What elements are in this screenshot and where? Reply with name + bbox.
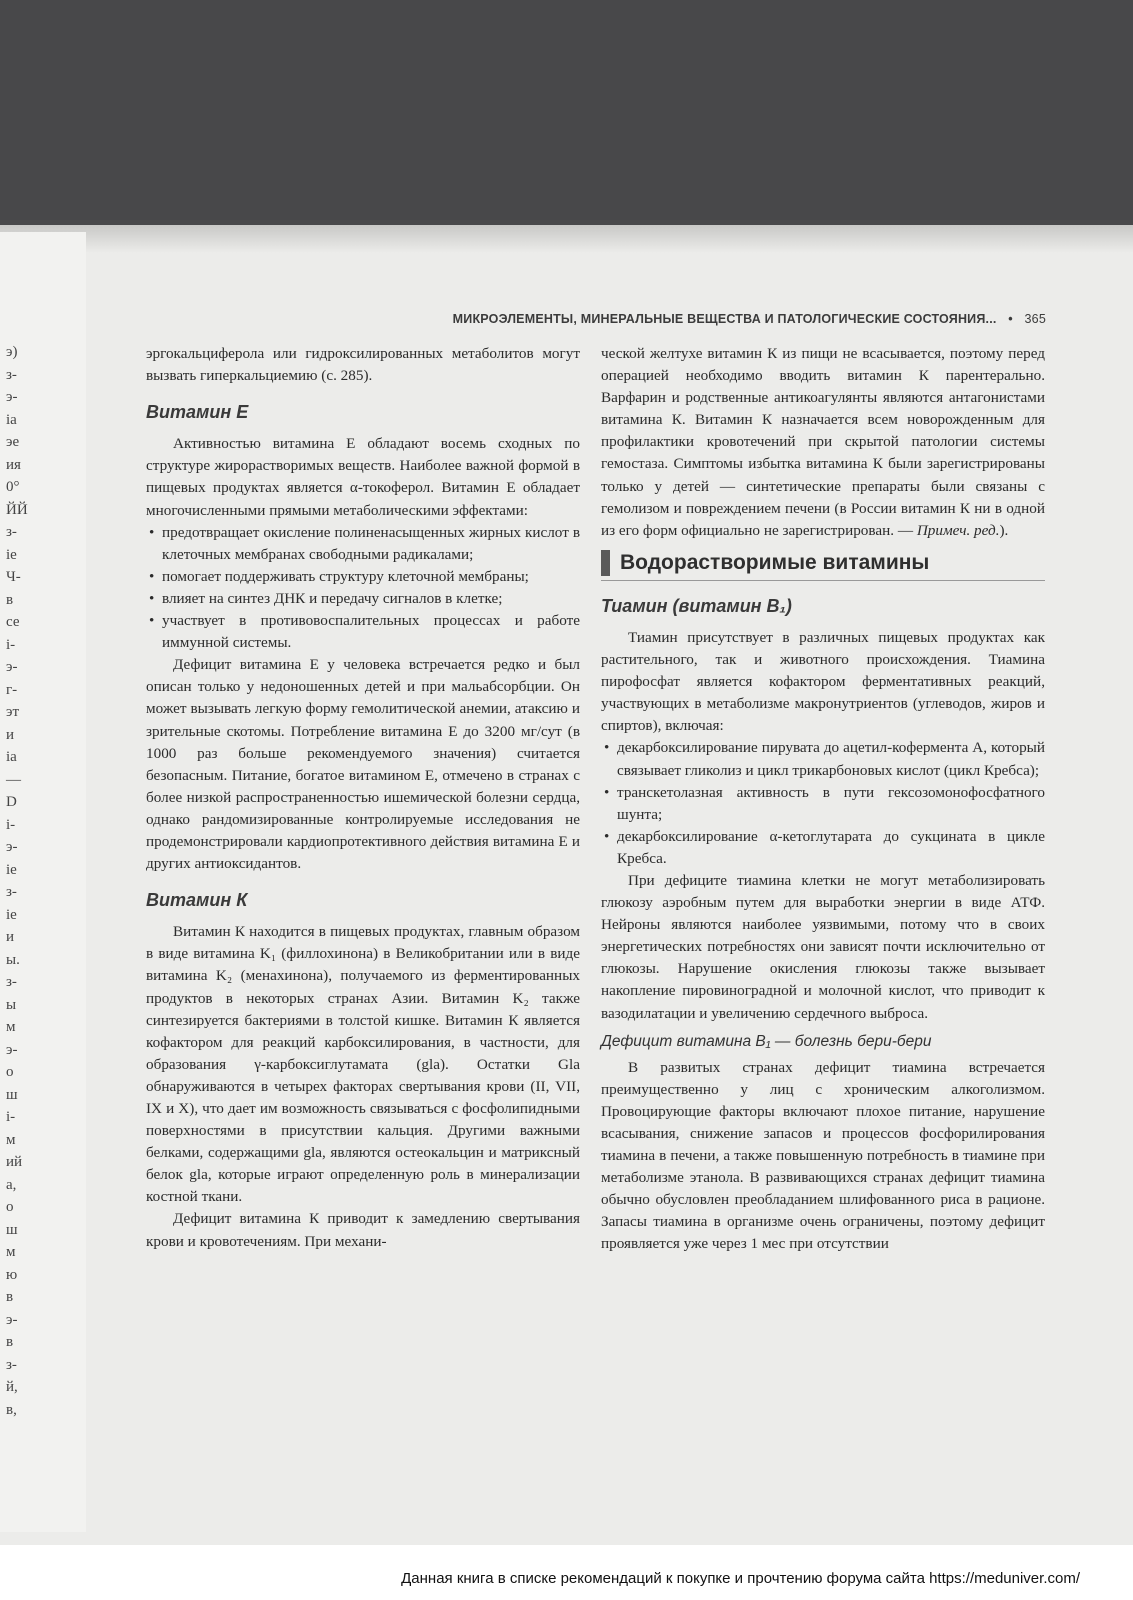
list-item: • помогает поддерживать структуру клеточной мембраны; — [146, 566, 580, 588]
edge-text-fragment: в — [6, 1289, 14, 1305]
list-item: • транскетолазная активность в пути гексозомонофосфатного шунта; — [601, 782, 1045, 826]
edge-text-fragment: э- — [6, 1311, 18, 1328]
edge-text-fragment: — — [6, 771, 21, 788]
list-item: • влияет на синтез ДНК и передачу сигналов в клетке; — [146, 588, 580, 610]
vitamin-e-paragraph-2: Дефицит витамина Е у человека встречается редко и был описан только у недоношенных детей и при мальабсорбции. Он может вызывать легкую форму гемолитической анемии, атаксию и зрительные скотомы. Потребление витамина Е до 3200 мг/сут (в 1000 раз больше рекомендуемого значения) считается безопасным. Питание, богатое витамином Е, отмечено в странах с более низкой распространенностью ишемической болезни сердца, однако рандомизированные контролируемые исследования не продемонстрировали кардиопротективного действия витамина Е и других антиоксидантов. — [146, 656, 580, 873]
vitamin-k-paragraph-1: Витамин К находится в пищевых продуктах, главным образом в виде витамина K₁ (филлохинона) в Великобритании или в виде витамина K₂ (менахинона), получаемого из ферментированных продуктов в некоторых странах Азии. Витамин K₂ также синтезируется бактериями в толстой кишке. Витамин К является кофактором для реакций карбоксилирования, в частности, для образования γ-карбоксиглутамата (gla). Остатки Gla обнаруживаются в четырех факторах свертывания крови (II, VII, IX и X), что дает им возможность связываться с фосфолипидными поверхностями в присутствии кальция. Другими важными белками, содержащими gla, являются остеокальцин и матриксный белок gla, которые играют определенную роль в минерализации костной ткани. — [146, 923, 580, 1206]
edge-text-fragment: ia — [6, 749, 17, 765]
edge-text-fragment: и — [6, 726, 15, 743]
edge-text-fragment: се — [6, 614, 20, 630]
edge-text-fragment: а, — [6, 1176, 17, 1193]
running-head — [340, 312, 1046, 326]
edge-text-fragment: в, — [6, 1401, 17, 1418]
edge-text-fragment: ie — [6, 861, 17, 878]
edge-text-fragment: ie — [6, 546, 17, 563]
edge-text-fragment: i- — [6, 816, 16, 833]
edge-text-fragment: о — [6, 1199, 14, 1215]
edge-text-fragment: в — [6, 1334, 14, 1350]
left-column — [146, 343, 580, 1253]
edge-text-fragment: эе — [6, 434, 20, 450]
thiamine-paragraph-2: При дефиците тиамина клетки не могут метаболизировать глюкозу аэробным путем для выработки энергии в виде АТФ. Нейроны являются наиболее уязвимыми, потому что в своих энергетических потребностях они зависят почти исключительно от глюкозы. Нарушение окисления глюкозы также вызывает накопление пировиноградной и молочной кислот, что приводит к вазодилатации и увеличению сердечного выброса. — [601, 871, 1045, 1022]
edge-text-fragment: ы — [6, 996, 17, 1013]
page-number: 365 — [1024, 312, 1046, 326]
edge-text-fragment: ш — [6, 1221, 18, 1238]
edge-text-fragment: ш — [6, 1086, 18, 1103]
intro-paragraph: эргокальциферола или гидроксилированных метаболитов могут вызвать гиперкальциемию (с. 285). — [146, 345, 580, 385]
list-item: • декарбоксилирование пирувата до ацетил-кофермента А, который связывает гликолиз и цикл трикарбоновых кислот (цикл Кребса); — [601, 737, 1045, 781]
edge-text-fragment: г- — [6, 681, 18, 698]
vitamin-k-heading: Витамин К — [146, 890, 248, 911]
right-column — [601, 343, 1045, 1256]
edge-text-fragment: э) — [6, 344, 18, 360]
edge-text-fragment: о — [6, 1064, 14, 1080]
list-item: • предотвращает окисление полиненасыщенных жирных кислот в клеточных мембранах свободными радикалами; — [146, 522, 580, 566]
continuation-end: ). — [999, 521, 1009, 539]
edge-text-fragment: э- — [6, 1041, 18, 1058]
edge-text-fragment: й, — [6, 1379, 18, 1395]
thiamine-paragraph-3: В развитых странах дефицит тиамина встречается преимущественно у лиц с хроническим алкоголизмом. Провоцирующие факторы включают плохое питание, нарушение всасывания, снижение запасов и процессов фосфорилирования тиамина в печени, а также повышенную потребность в тиамине при метаболизме этанола. В развивающихся странах дефицит тиамина обычно обусловлен преобладанием шлифованного риса в рационе. Запасы тиамина в организме очень ограничены, поэтому дефицит проявляется уже через 1 мес при отсутствии — [601, 1058, 1045, 1253]
section-heading — [601, 550, 1045, 581]
edge-text-fragment: ий — [6, 1154, 23, 1170]
edge-text-fragment: з- — [6, 524, 17, 540]
section-title-text: Водорастворимые витамины — [620, 550, 930, 574]
edge-text-fragment: м — [6, 1019, 16, 1035]
edge-text-fragment: 0° — [6, 479, 20, 495]
edge-text-fragment: ю — [6, 1266, 18, 1283]
edge-text-fragment: э- — [6, 389, 18, 405]
beriberi-subheading: Дефицит витамина B₁ — болезнь бери-бери — [601, 1032, 932, 1050]
continuation-text: ческой желтухе витамин К из пищи не всасывается, поэтому перед операцией необходимо вводить витамин К парентерально. Варфарин и родственные антикоагулянты являются антагонистами витамина К. Витамин К назначается всем новорожденным для профилактики кровотечений при скрытой патологии системы гемостаза. Симптомы избытка витамина К были зарегистрированы только у детей — синтетические препараты были связаны с гемолизом и повреждением печени (в России витамин К ни в одной из его форм официально не зарегистрирован. — — [601, 345, 1045, 539]
edge-text-fragment: з- — [6, 1356, 17, 1373]
footer-link-note[interactable]: Данная книга в списке рекомендаций к покупке и прочтению форума сайта https://meduniver.com/ — [401, 1570, 1080, 1587]
list-item: • декарбоксилирование α-кетоглутарата до сукцината в цикле Кребса. — [601, 826, 1045, 870]
edge-text-fragment: э- — [6, 839, 18, 855]
running-head-bullet: • — [1008, 312, 1013, 326]
vitamin-e-heading: Витамин Е — [146, 402, 249, 423]
edge-text-fragment: в — [6, 591, 14, 608]
vitamin-e-effects-list — [146, 522, 580, 655]
edge-text-fragment: м — [6, 1244, 16, 1260]
list-item: • участвует в противовоспалительных процессах и работе иммунной системы. — [146, 610, 580, 654]
edge-text-fragment: з- — [6, 884, 17, 900]
edge-text-fragment: м — [6, 1131, 16, 1148]
edge-text-fragment: D — [6, 794, 17, 810]
edge-text-fragment: ie — [6, 906, 17, 923]
vitamin-k-continuation — [601, 343, 1045, 542]
vitamin-k-paragraph-2: Дефицит витамина К приводит к замедлению свертывания крови и кровотечениям. При механи- — [146, 1210, 580, 1250]
thiamine-paragraph-1: Тиамин присутствует в различных пищевых продуктах как растительного, так и животного происхождения. Тиамина пирофосфат является кофактором ферментативных реакций, участвующих в метаболизме макронутриентов (углеводов, жиров и спиртов), включая: — [601, 628, 1045, 735]
thiamine-heading: Тиамин (витамин B₁) — [601, 595, 792, 616]
edge-text-fragment: i- — [6, 1109, 16, 1125]
scanner-background — [0, 0, 1133, 232]
thiamine-reactions-list — [601, 737, 1045, 870]
edge-text-fragment: ия — [6, 456, 21, 473]
edge-text-fragment: э- — [6, 659, 18, 675]
edge-text-fragment: i- — [6, 636, 16, 653]
running-head-title: МИКРОЭЛЕМЕНТЫ, МИНЕРАЛЬНЫЕ ВЕЩЕСТВА И ПАТОЛОГИЧЕСКИЕ СОСТОЯНИЯ... — [452, 312, 997, 326]
edge-text-fragment: Ч- — [6, 569, 21, 585]
edge-text-fragment: з- — [6, 974, 17, 990]
vitamin-e-paragraph-1: Активностью витамина Е обладают восемь сходных по структуре жирорастворимых веществ. Наиболее важной формой в пищевых продуктах является α-токоферол. Витамин Е обладает многочисленными прямыми метаболическими эффектами: — [146, 435, 580, 519]
edge-text-fragment: эт — [6, 704, 19, 720]
edge-text-fragment: и — [6, 929, 15, 945]
edge-text-fragment: ia — [6, 411, 17, 428]
edge-text-fragment: ЙЙ — [6, 501, 28, 518]
editor-note: Примеч. ред. — [916, 521, 1000, 539]
section-marker-bar — [601, 550, 610, 576]
edge-text-fragment: ы. — [6, 951, 20, 968]
edge-text-fragment: з- — [6, 366, 17, 383]
